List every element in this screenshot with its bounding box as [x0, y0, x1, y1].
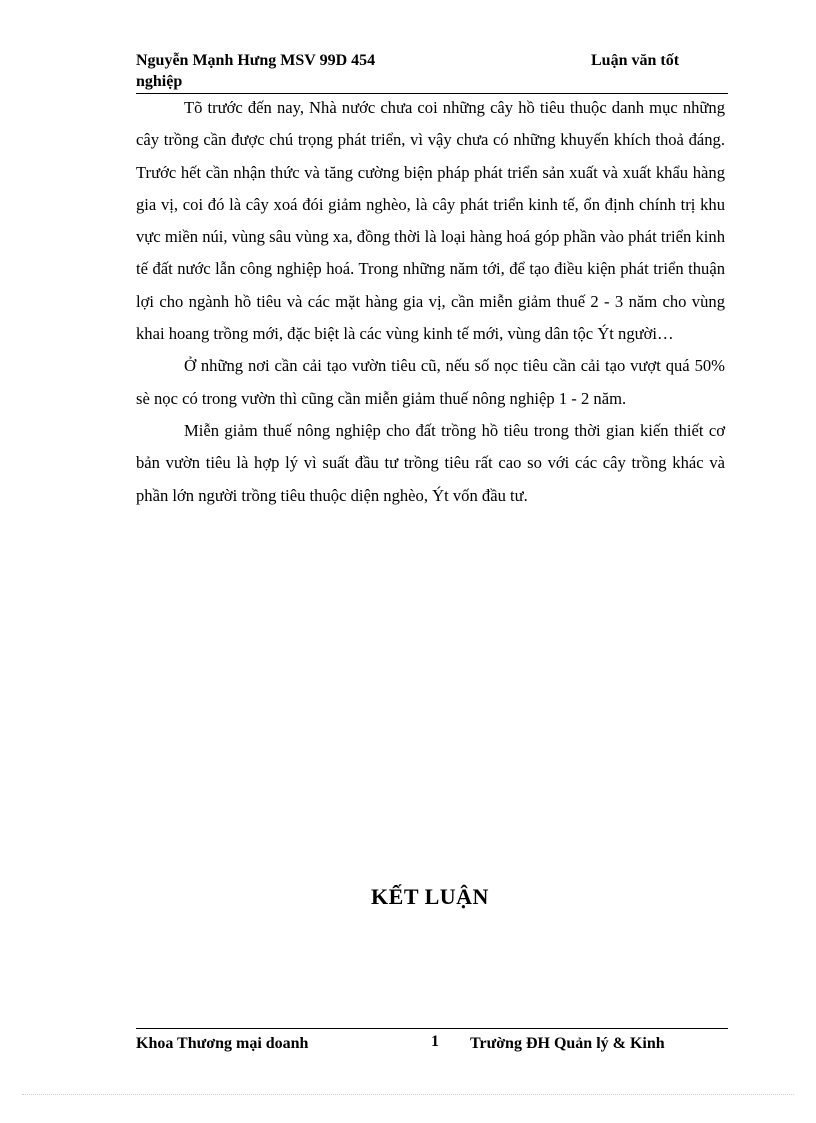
header-thesis-title-continued: nghiệp [136, 73, 183, 90]
header-thesis-title: Luận văn tốt [591, 52, 680, 69]
paragraph: Ở những nơi cần cải tạo vườn tiêu cũ, nếu số nọc tiêu cần cải tạo vượt quá 50% sè nọc có trong vườn thì cũng cần miễn giảm thuế nông nghiệp 1 - 2 năm. [136, 356, 725, 408]
footer-faculty: Khoa Thương mại doanh [136, 1035, 309, 1052]
paragraph: Tõ trước đến nay, Nhà nước chưa coi những cây hồ tiêu thuộc danh mục những cây trồng cần được chú trọng phát triển, vì vậy chưa có những khuyến khích thoả đáng. Trước hết cần nhận thức và tăng cường biện pháp phát triển sản xuất và xuất khẩu hàng gia vị, coi đó là cây xoá đói giảm nghèo, là cây phát triển kinh tế, ổn định chính trị khu vực miền núi, vùng sâu vùng xa, đồng thời là loại hàng hoá góp phần vào phát triển kinh tế đất nước lẫn công nghiệp hoá. Trong những năm tới, để tạo điều kiện phát triển thuận lợi cho ngành hồ tiêu và các mặt hàng gia vị, cần miễn giảm thuế 2 - 3 năm cho vùng khai hoang trồng mới, đặc biệt là các vùng kinh tế mới, vùng dân tộc Ýt người… [136, 98, 725, 344]
page-header [136, 50, 728, 92]
footer-divider [136, 1028, 728, 1029]
body-text [136, 92, 725, 512]
header-author: Nguyễn Mạnh Hưng MSV 99D 454 [136, 52, 376, 69]
paragraph: Miễn giảm thuế nông nghiệp cho đất trồng hồ tiêu trong thời gian kiến thiết cơ bản vườn tiêu là hợp lý vì suất đầu tư trồng tiêu rất cao so với các cây trồng khác và phần lớn người trồng tiêu thuộc diện nghèo, Ýt vốn đầu tư. [136, 420, 725, 505]
page-edge-divider [22, 1094, 794, 1095]
page-number: 1 [431, 1033, 439, 1050]
footer-university: Trường ĐH Quản lý & Kinh [470, 1035, 665, 1052]
section-heading-conclusion: KẾT LUẬN [371, 884, 489, 909]
